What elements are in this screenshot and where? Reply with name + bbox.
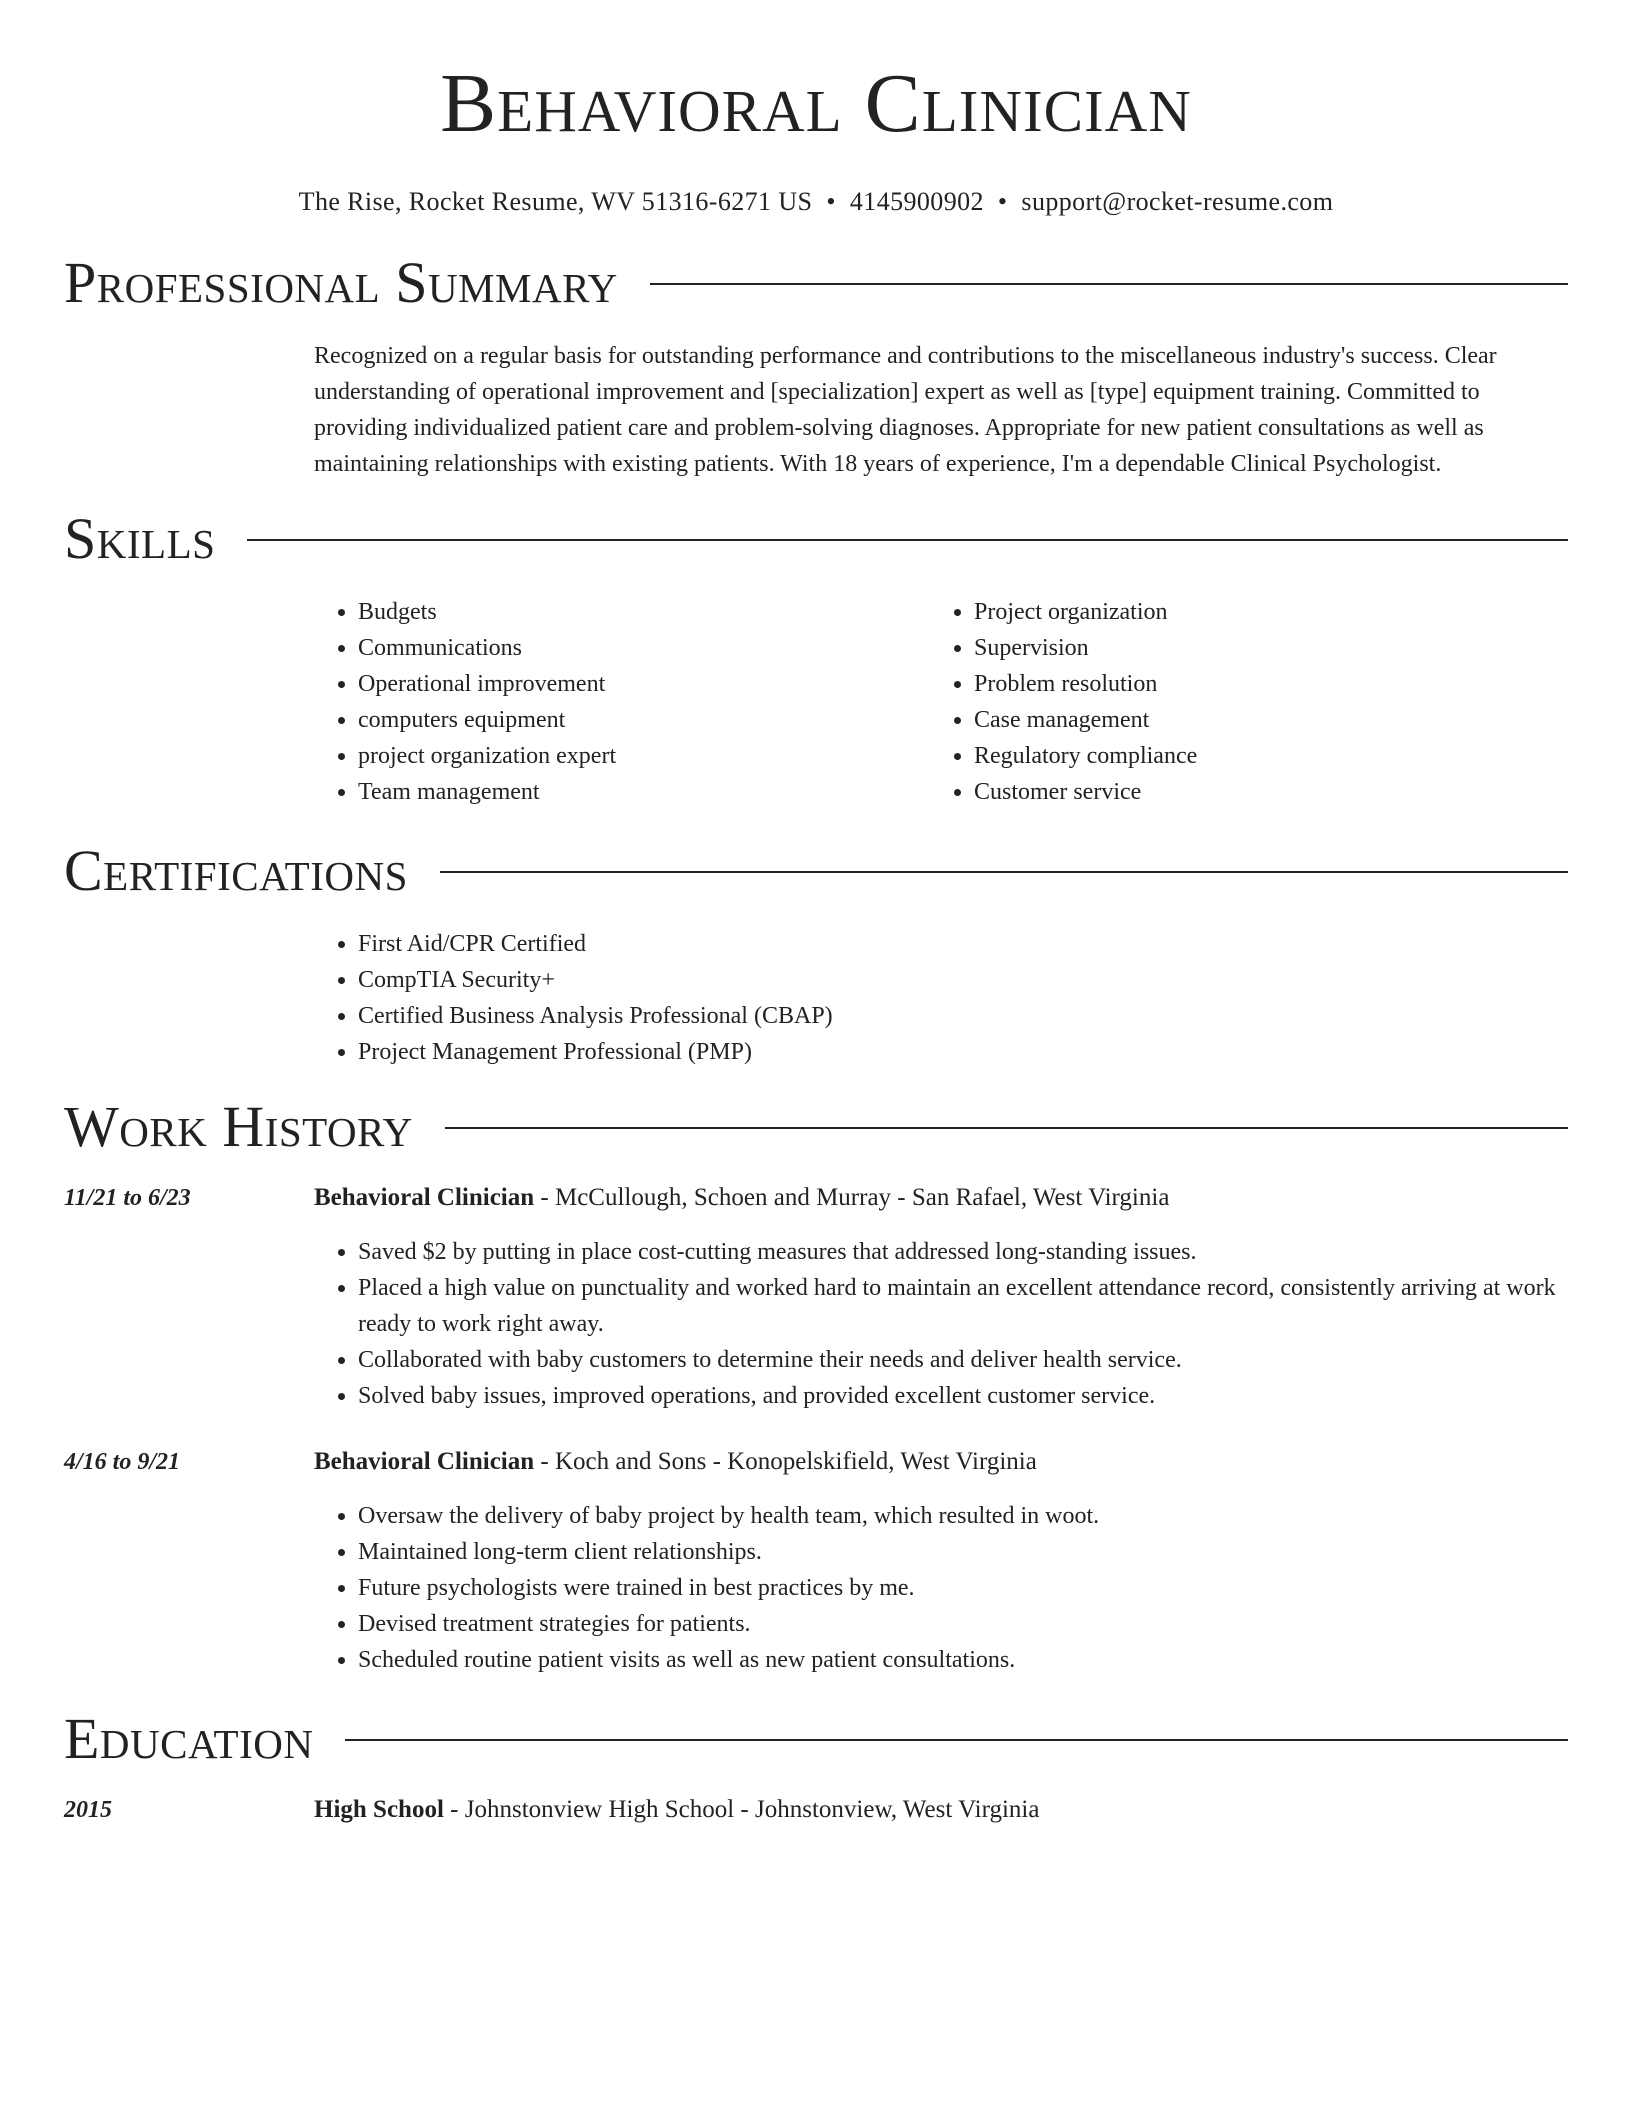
job-entry — [64, 1444, 1568, 1678]
section-title-summary: Professional Summary — [64, 250, 618, 315]
job-dates: 4/16 to 9/21 — [64, 1449, 181, 1475]
skills-section-header — [64, 504, 1568, 574]
job-bullet: • Collaborated with baby customers to determine their needs and deliver health service. — [358, 1342, 1568, 1378]
section-title-certifications: Certifications — [64, 838, 408, 903]
skills-list-left — [314, 594, 930, 810]
job-bullets-block — [314, 1234, 1568, 1414]
job-details: - McCullough, Schoen and Murray - San Rafael, West Virginia — [534, 1184, 1170, 1211]
certifications-section-header — [64, 836, 1568, 906]
candidate-name: Behavioral Clinician — [440, 57, 1192, 150]
skill-item: • Customer service — [974, 774, 1546, 810]
job-header — [64, 1180, 1568, 1216]
certifications-block — [314, 926, 1568, 1070]
education-year: 2015 — [64, 1797, 112, 1823]
work-section-header — [64, 1092, 1568, 1162]
job-bullets — [314, 1498, 1568, 1678]
phone: 4145900902 — [849, 187, 984, 216]
certification-item: • First Aid/CPR Certified — [358, 926, 1568, 962]
certification-item: • Project Management Professional (PMP) — [358, 1034, 1568, 1070]
job-bullet: • Solved baby issues, improved operations, and provided excellent customer service. — [358, 1378, 1568, 1414]
job-title: Behavioral Clinician — [314, 1448, 535, 1475]
certification-item: • CompTIA Security+ — [358, 962, 1568, 998]
job-entry — [64, 1180, 1568, 1414]
education-degree: High School — [314, 1796, 444, 1823]
job-bullet: • Saved $2 by putting in place cost-cutting measures that addressed long-standing issues. — [358, 1234, 1568, 1270]
job-header — [64, 1444, 1568, 1480]
section-divider — [440, 871, 1568, 873]
address: The Rise, Rocket Resume, WV 51316-6271 US — [298, 187, 813, 216]
skill-item: • Project organization — [974, 594, 1546, 630]
skill-item: • Communications — [358, 630, 930, 666]
skill-item: • computers equipment — [358, 702, 930, 738]
contact-line — [64, 184, 1568, 220]
certifications-list — [314, 926, 1568, 1070]
job-bullet: • Future psychologists were trained in best practices by me. — [358, 1570, 1568, 1606]
education-line — [314, 1792, 1039, 1828]
separator-dot: • — [997, 187, 1008, 216]
skill-item: • project organization expert — [358, 738, 930, 774]
skill-item: • Problem resolution — [974, 666, 1546, 702]
skills-columns — [314, 594, 1568, 810]
certification-item: • Certified Business Analysis Professional (CBAP) — [358, 998, 1568, 1034]
email: support@rocket-resume.com — [1021, 187, 1334, 216]
section-title-education: Education — [64, 1706, 314, 1771]
skills-list-right — [930, 594, 1546, 810]
job-dates: 11/21 to 6/23 — [64, 1185, 191, 1211]
skill-item: • Operational improvement — [358, 666, 930, 702]
summary-section-header — [64, 248, 1568, 318]
job-bullets — [314, 1234, 1568, 1414]
job-bullet: • Scheduled routine patient visits as well as new patient consultations. — [358, 1642, 1568, 1678]
skill-item: • Supervision — [974, 630, 1546, 666]
section-divider — [345, 1739, 1568, 1741]
section-title-work: Work History — [64, 1094, 413, 1159]
job-bullet: • Oversaw the delivery of baby project by health team, which resulted in woot. — [358, 1498, 1568, 1534]
job-title: Behavioral Clinician — [314, 1184, 535, 1211]
job-details: - Koch and Sons - Konopelskifield, West Virginia — [534, 1448, 1037, 1475]
section-divider — [650, 283, 1568, 285]
job-bullets-block — [314, 1498, 1568, 1678]
separator-dot: • — [826, 187, 836, 216]
education-header — [64, 1792, 1568, 1828]
section-divider — [247, 539, 1568, 541]
job-title-line — [314, 1444, 1037, 1480]
education-details: - Johnstonview High School - Johnstonview, West Virginia — [443, 1796, 1040, 1823]
skill-item: • Case management — [974, 702, 1546, 738]
education-section-header — [64, 1704, 1568, 1774]
job-bullet: • Maintained long-term client relationships. — [358, 1534, 1568, 1570]
job-bullet: • Devised treatment strategies for patients. — [358, 1606, 1568, 1642]
education-entry — [64, 1792, 1568, 1828]
section-title-skills: Skills — [64, 506, 216, 571]
summary-text: Recognized on a regular basis for outstanding performance and contributions to the miscellaneous industry's success. Clear understanding of operational improvement and [specialization] expert as well as [type] equipment training. Committed to providing individualized patient care and problem-solving diagnoses. Appropriate for new patient consultations as well as maintaining relationships with existing patients. With 18 years of experience, I'm a dependable Clinical Psychologist. — [314, 343, 1497, 477]
skill-item: • Team management — [358, 774, 930, 810]
section-divider — [445, 1127, 1568, 1129]
job-bullet: • Placed a high value on punctuality and worked hard to maintain an excellent attendance record, consistently arriving at work ready to work right away. — [358, 1270, 1568, 1342]
job-title-line — [314, 1180, 1169, 1216]
skill-item: • Regulatory compliance — [974, 738, 1546, 774]
skill-item: • Budgets — [358, 594, 930, 630]
